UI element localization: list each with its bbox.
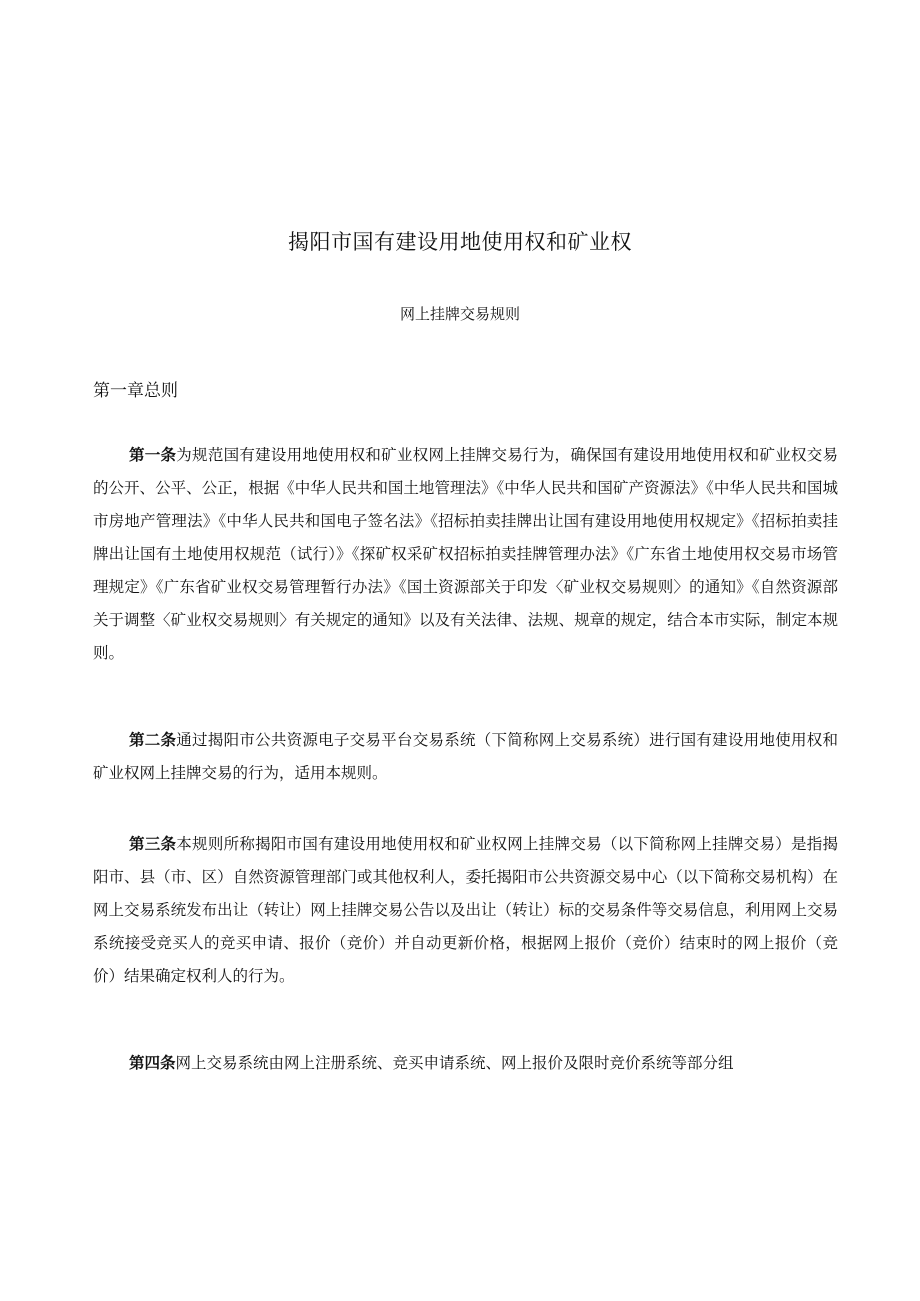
article-paragraph <box>93 1047 838 1080</box>
document-title: 揭阳市国有建设用地使用权和矿业权 <box>288 230 632 254</box>
article-paragraph <box>93 828 838 993</box>
article-text: 本规则所称揭阳市国有建设用地使用权和矿业权网上挂牌交易（以下简称网上挂牌交易）是指揭阳市、县（市、区）自然资源管理部门或其他权利人，委托揭阳市公共资源交易中心（以下简称交易机构）在网上交易系统发布出让（转让）网上挂牌交易公告以及出让（转让）标的交易条件等交易信息，利用网上交易系统接受竞买人的竞买申请、报价（竞价）并自动更新价格，根据网上报价（竞价）结束时的网上报价（竞价）结果确定权利人的行为。 <box>93 835 838 985</box>
article-text: 网上交易系统由网上注册系统、竞买申请系统、网上报价及限时竞价系统等部分组 <box>175 1054 734 1072</box>
article-lead: 第一条 <box>129 446 177 464</box>
article-lead: 第三条 <box>129 835 177 853</box>
article-paragraph <box>93 439 838 670</box>
article-text: 为规范国有建设用地使用权和矿业权网上挂牌交易行为，确保国有建设用地使用权和矿业权交易的公开、公平、公正，根据《中华人民共和国土地管理法》《中华人民共和国矿产资源法》《中华人民共和国城市房地产管理法》《中华人民共和国电子签名法》《招标拍卖挂牌出让国有建设用地使用权规定》《招标拍卖挂牌出让国有土地使用权规范（试行）》《探矿权采矿权招标拍卖挂牌管理办法》《广东省土地使用权交易市场管理规定》《广东省矿业权交易管理暂行办法》《国土资源部关于印发〈矿业权交易规则〉的通知》《自然资源部关于调整〈矿业权交易规则〉有关规定的通知》以及有关法律、法规、规章的规定，结合本市实际，制定本规则。 <box>93 446 838 662</box>
article-lead: 第二条 <box>129 731 177 749</box>
article-text: 通过揭阳市公共资源电子交易平台交易系统（下简称网上交易系统）进行国有建设用地使用权和矿业权网上挂牌交易的行为，适用本规则。 <box>93 731 838 782</box>
chapter-heading: 第一章总则 <box>93 381 178 401</box>
document-subtitle: 网上挂牌交易规则 <box>399 305 520 323</box>
article-lead: 第四条 <box>129 1054 176 1072</box>
article-paragraph <box>93 724 838 790</box>
